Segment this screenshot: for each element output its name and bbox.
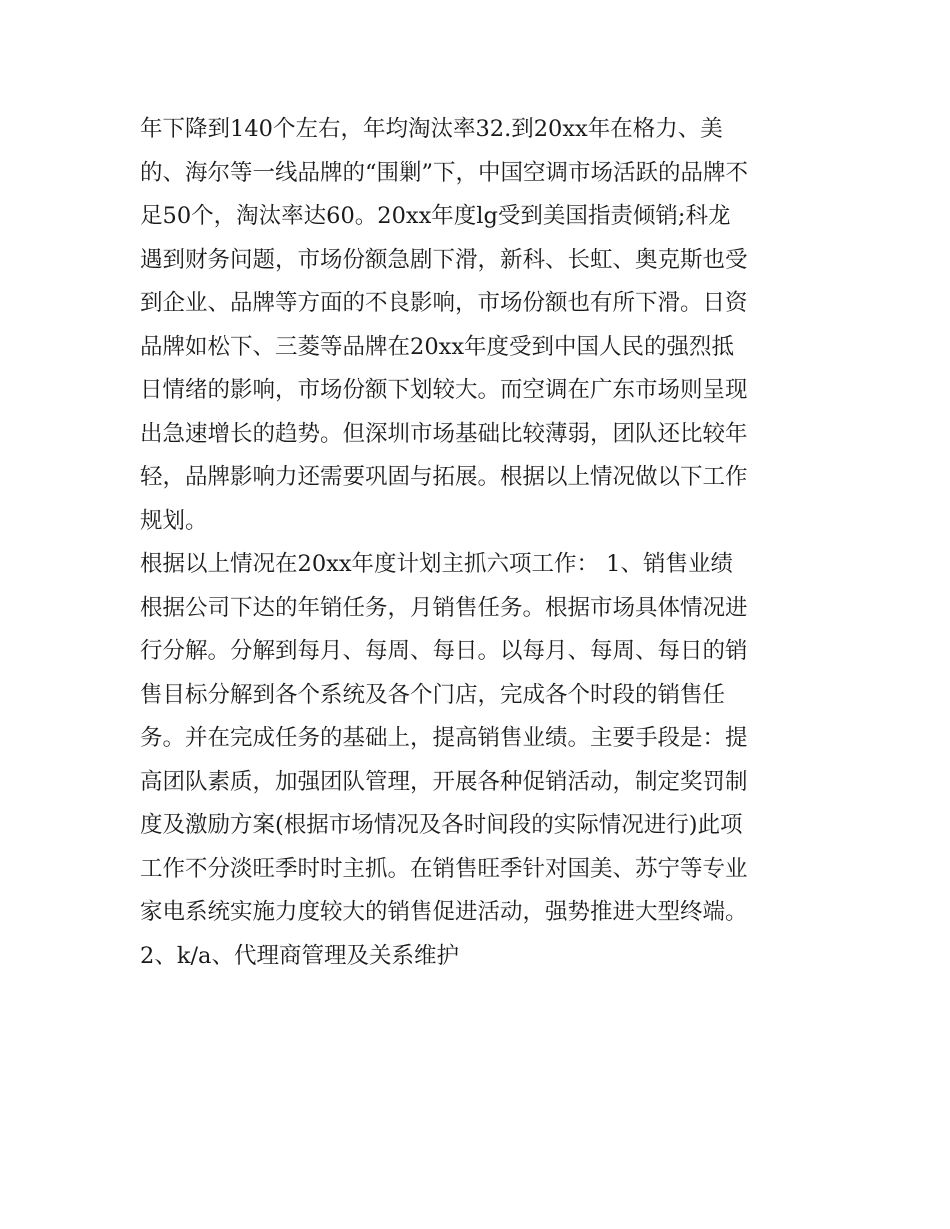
text-line: 轻，品牌影响力还需要巩固与拓展。根据以上情况做以下工作 (140, 464, 748, 490)
text-line: 到企业、品牌等方面的不良影响，市场份额也有所下滑。日资 (140, 290, 748, 316)
text-line: 的、海尔等一线品牌的“围剿”下，中国空调市场活跃的品牌不 (140, 159, 749, 186)
text-line: 家电系统实施力度较大的销售促进活动，强势推进大型终端。 (140, 899, 748, 925)
text-line: 高团队素质，加强团队管理，开展各种促销活动，制定奖罚制 (140, 768, 748, 795)
text-line: 工作不分淡旺季时时主抓。在销售旺季针对国美、苏宁等专业 (140, 855, 748, 882)
text-line: 根据以上情况在20xx年度计划主抓六项工作： 1、销售业绩 (140, 551, 733, 577)
text-line: 规划。 (140, 507, 208, 534)
text-line: 务。并在完成任务的基础上，提高销售业绩。主要手段是：提 (140, 725, 748, 751)
text-line: 行分解。分解到每月、每周、每日。以每月、每周、每日的销 (140, 638, 748, 664)
text-line: 售目标分解到各个系统及各个门店，完成各个时段的销售任 (140, 681, 726, 708)
text-line: 根据公司下达的年销任务，月销售任务。根据市场具体情况进 (140, 594, 748, 621)
body-text (140, 108, 820, 978)
text-line: 出急速增长的趋势。但深圳市场基础比较薄弱，团队还比较年 (140, 420, 748, 447)
text-line: 足50个，淘汰率达60。20xx年度lg受到美国指责倾销;科龙 (140, 203, 731, 229)
text-line: 日情绪的影响，市场份额下划较大。而空调在广东市场则呈现 (140, 377, 748, 403)
text-line: 年下降到140个左右，年均淘汰率32.到20xx年在格力、美 (140, 116, 723, 142)
text-line: 度及激励方案(根据市场情况及各时间段的实际情况进行)此项 (140, 812, 743, 838)
text-line: 2、k/a、代理商管理及关系维护 (140, 942, 459, 969)
text-line: 品牌如松下、三菱等品牌在20xx年度受到中国人民的强烈抵 (140, 333, 735, 360)
text-line: 遇到财务问题，市场份额急剧下滑，新科、长虹、奥克斯也受 (140, 246, 748, 273)
